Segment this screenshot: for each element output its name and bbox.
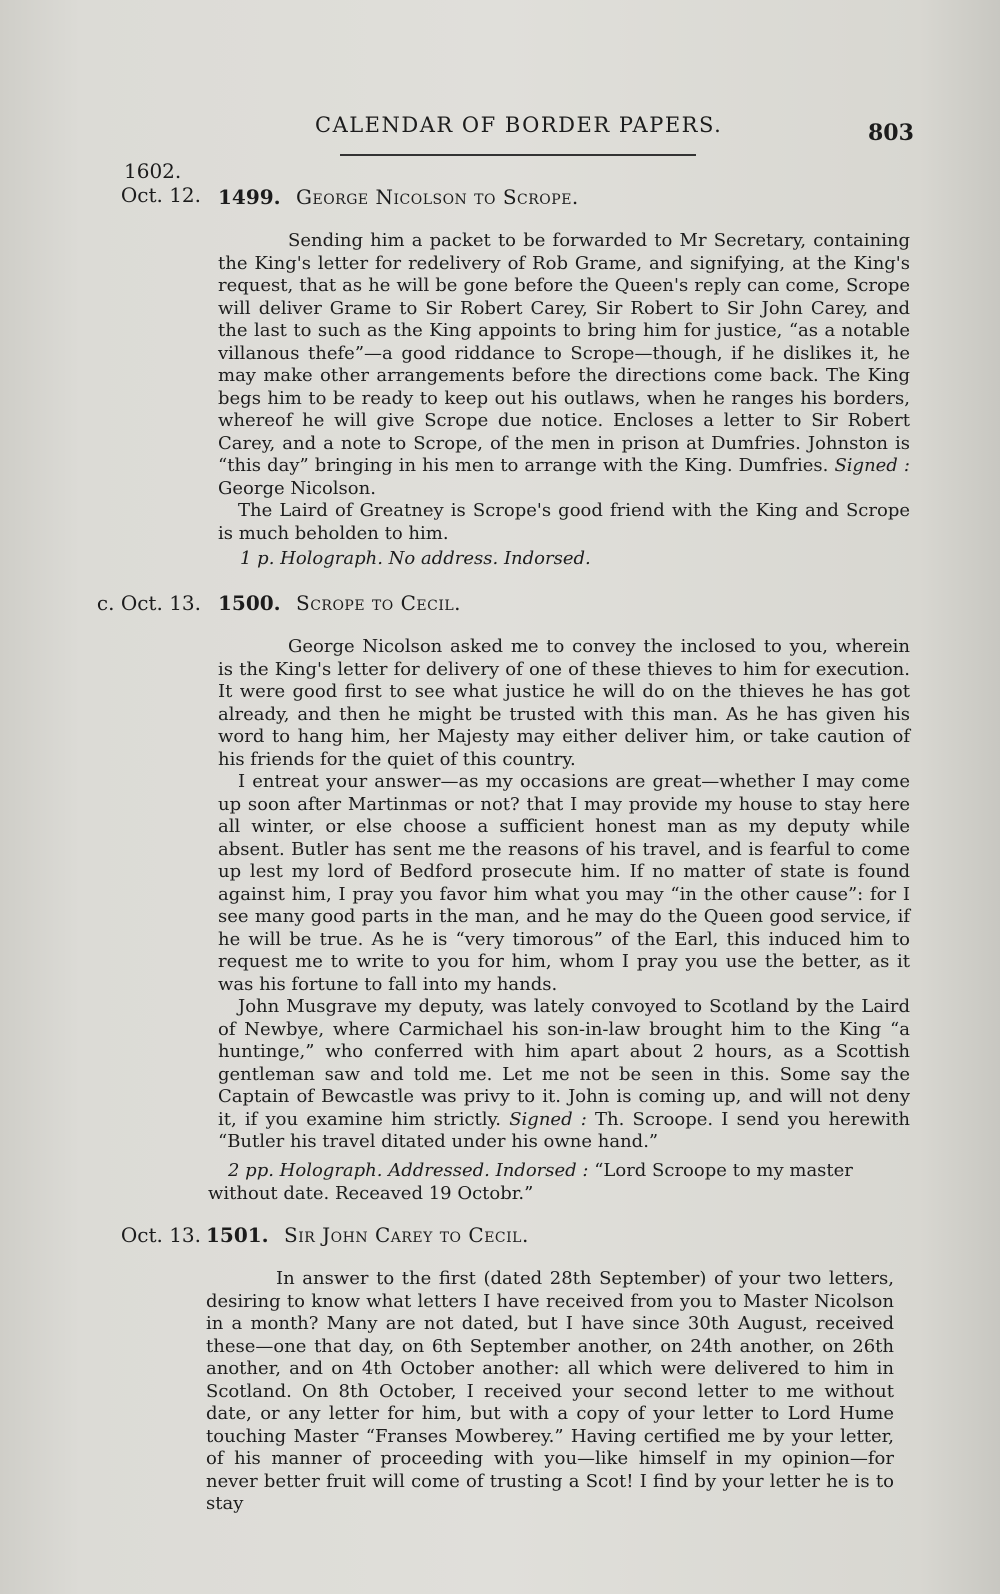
paragraph-text: Sending him a packet to be forwarded to Mr Secretary, containing the King's letter for redelivery of Rob Grame, and signifying, at the King's request, that as he will be gone before the Queen's reply can come, Scrope will deliver Grame to Sir Robert Carey, Sir Robert to Sir John Carey, and the last to such as the King appoints to bring him for justice, “as a notable villanous thefe”—a good riddance to Scrope—though, if he dislikes it, he may make other arrangements before the directions come back. The King begs him to be ready to keep out his outlaws, when he ranges his borders, whereof he will give Scrope due notice. Encloses a letter to Sir Robert Carey, and a note to Scrope, of the men in prison at Dumfries. Johnston is “this day” bringing in his men to arrange with the King. Dumfries.	[218, 230, 910, 476]
entry-date: c. Oct. 13.	[96, 591, 201, 615]
running-title: CALENDAR OF BORDER PAPERS.	[315, 113, 723, 137]
entry-meta: 1 p. Holograph. No address. Indorsed.	[240, 548, 591, 569]
entry-body	[206, 1268, 894, 1516]
paragraph-text: John Musgrave my deputy, was lately convoyed to Scotland by the Laird of Newbye, where Carmichael his son-in-law brought him to the King “a huntinge,” who conferred with him apart about 2 hours, as a Scottish gentleman saw and told me. Let me not be seen in this. Some say the Captain of Bewcastle was privy to it. John is coming up, and will not deny it, if you examine him strictly.	[218, 996, 910, 1130]
entry-heading: Scrope to Cecil.	[296, 591, 462, 615]
entry-body	[218, 636, 910, 1154]
entry-year: 1602.	[124, 159, 182, 183]
entry-date: Oct. 12.	[120, 183, 201, 207]
entry-number: 1499.	[218, 185, 281, 209]
paragraph: In answer to the first (dated 28th September) of your two letters, desiring to know what letters I have received from you to Master Nicolson in a month? Many are not dated, but I have since 30th August, received these—one that day, on 6th September another, on 24th another, on 26th another, and on 4th October another: all which were delivered to him in Scotland. On 8th October, I received your second letter to me without date, or any letter for him, but with a copy of your letter to Lord Hume touching Master “Franses Mowberey.” Having certified me by your letter, of his manner of proceeding with you—like himself in my opinion—for never better fruit will come of trusting a Scot! I find by your letter he is to stay	[206, 1268, 894, 1514]
page-number: 803	[868, 120, 914, 146]
meta-label: 2 pp. Holograph. Addressed. Indorsed :	[228, 1160, 589, 1181]
signed-label: Signed :	[509, 1108, 587, 1130]
paragraph: George Nicolson asked me to convey the inclosed to you, wherein is the King's letter for delivery of one of these thieves to him for execution. It were good first to see what justice he will do on the thieves he has got already, and then he might be trusted with this man. As he has given his word to hang him, her Majesty may either deliver him, or take caution of his friends for the quiet of this country.	[218, 636, 910, 770]
signed-name: Th. Scroope. I send you herewith	[595, 1108, 911, 1130]
paragraph	[218, 996, 910, 1154]
enclosure-title: “Butler his travel ditated under his owne hand.”	[218, 1131, 659, 1152]
meta-quote: “Lord Scroope to my master without date. Receaved 19 Octobr.”	[208, 1160, 853, 1204]
paragraph: I entreat your answer—as my occasions are great—whether I may come up soon after Martinmas or not? that I may provide my house to stay here all winter, or else choose a sufficient honest man as my deputy while absent. Butler has sent me the reasons of his travel, and is fearful to come up lest my lord of Bedford prosecute him. If no matter of state is found against him, I pray you favor him what you may “in the other cause”: for I see many good parts in the man, and he may do the Queen good service, if he will be true. As he is “very timorous” of the Earl, this induced him to request me to write to you for him, whom I pray you use the better, as it was his fortune to fall into my hands.	[218, 771, 910, 995]
signed-name: George Nicolson.	[218, 477, 376, 499]
entry-number: 1501.	[206, 1223, 269, 1247]
entry-number: 1500.	[218, 591, 281, 615]
title-rule	[340, 154, 696, 156]
paragraph: The Laird of Greatney is Scrope's good friend with the King and Scrope is much beholden to him.	[218, 500, 910, 544]
entry-meta	[208, 1160, 900, 1205]
entry-heading: Sir John Carey to Cecil.	[284, 1223, 529, 1247]
paragraph	[218, 230, 910, 500]
entry-body	[218, 230, 910, 545]
signed-label: Signed :	[834, 455, 910, 476]
entry-date: Oct. 13.	[120, 1223, 201, 1247]
entry-heading: George Nicolson to Scrope.	[296, 185, 579, 209]
